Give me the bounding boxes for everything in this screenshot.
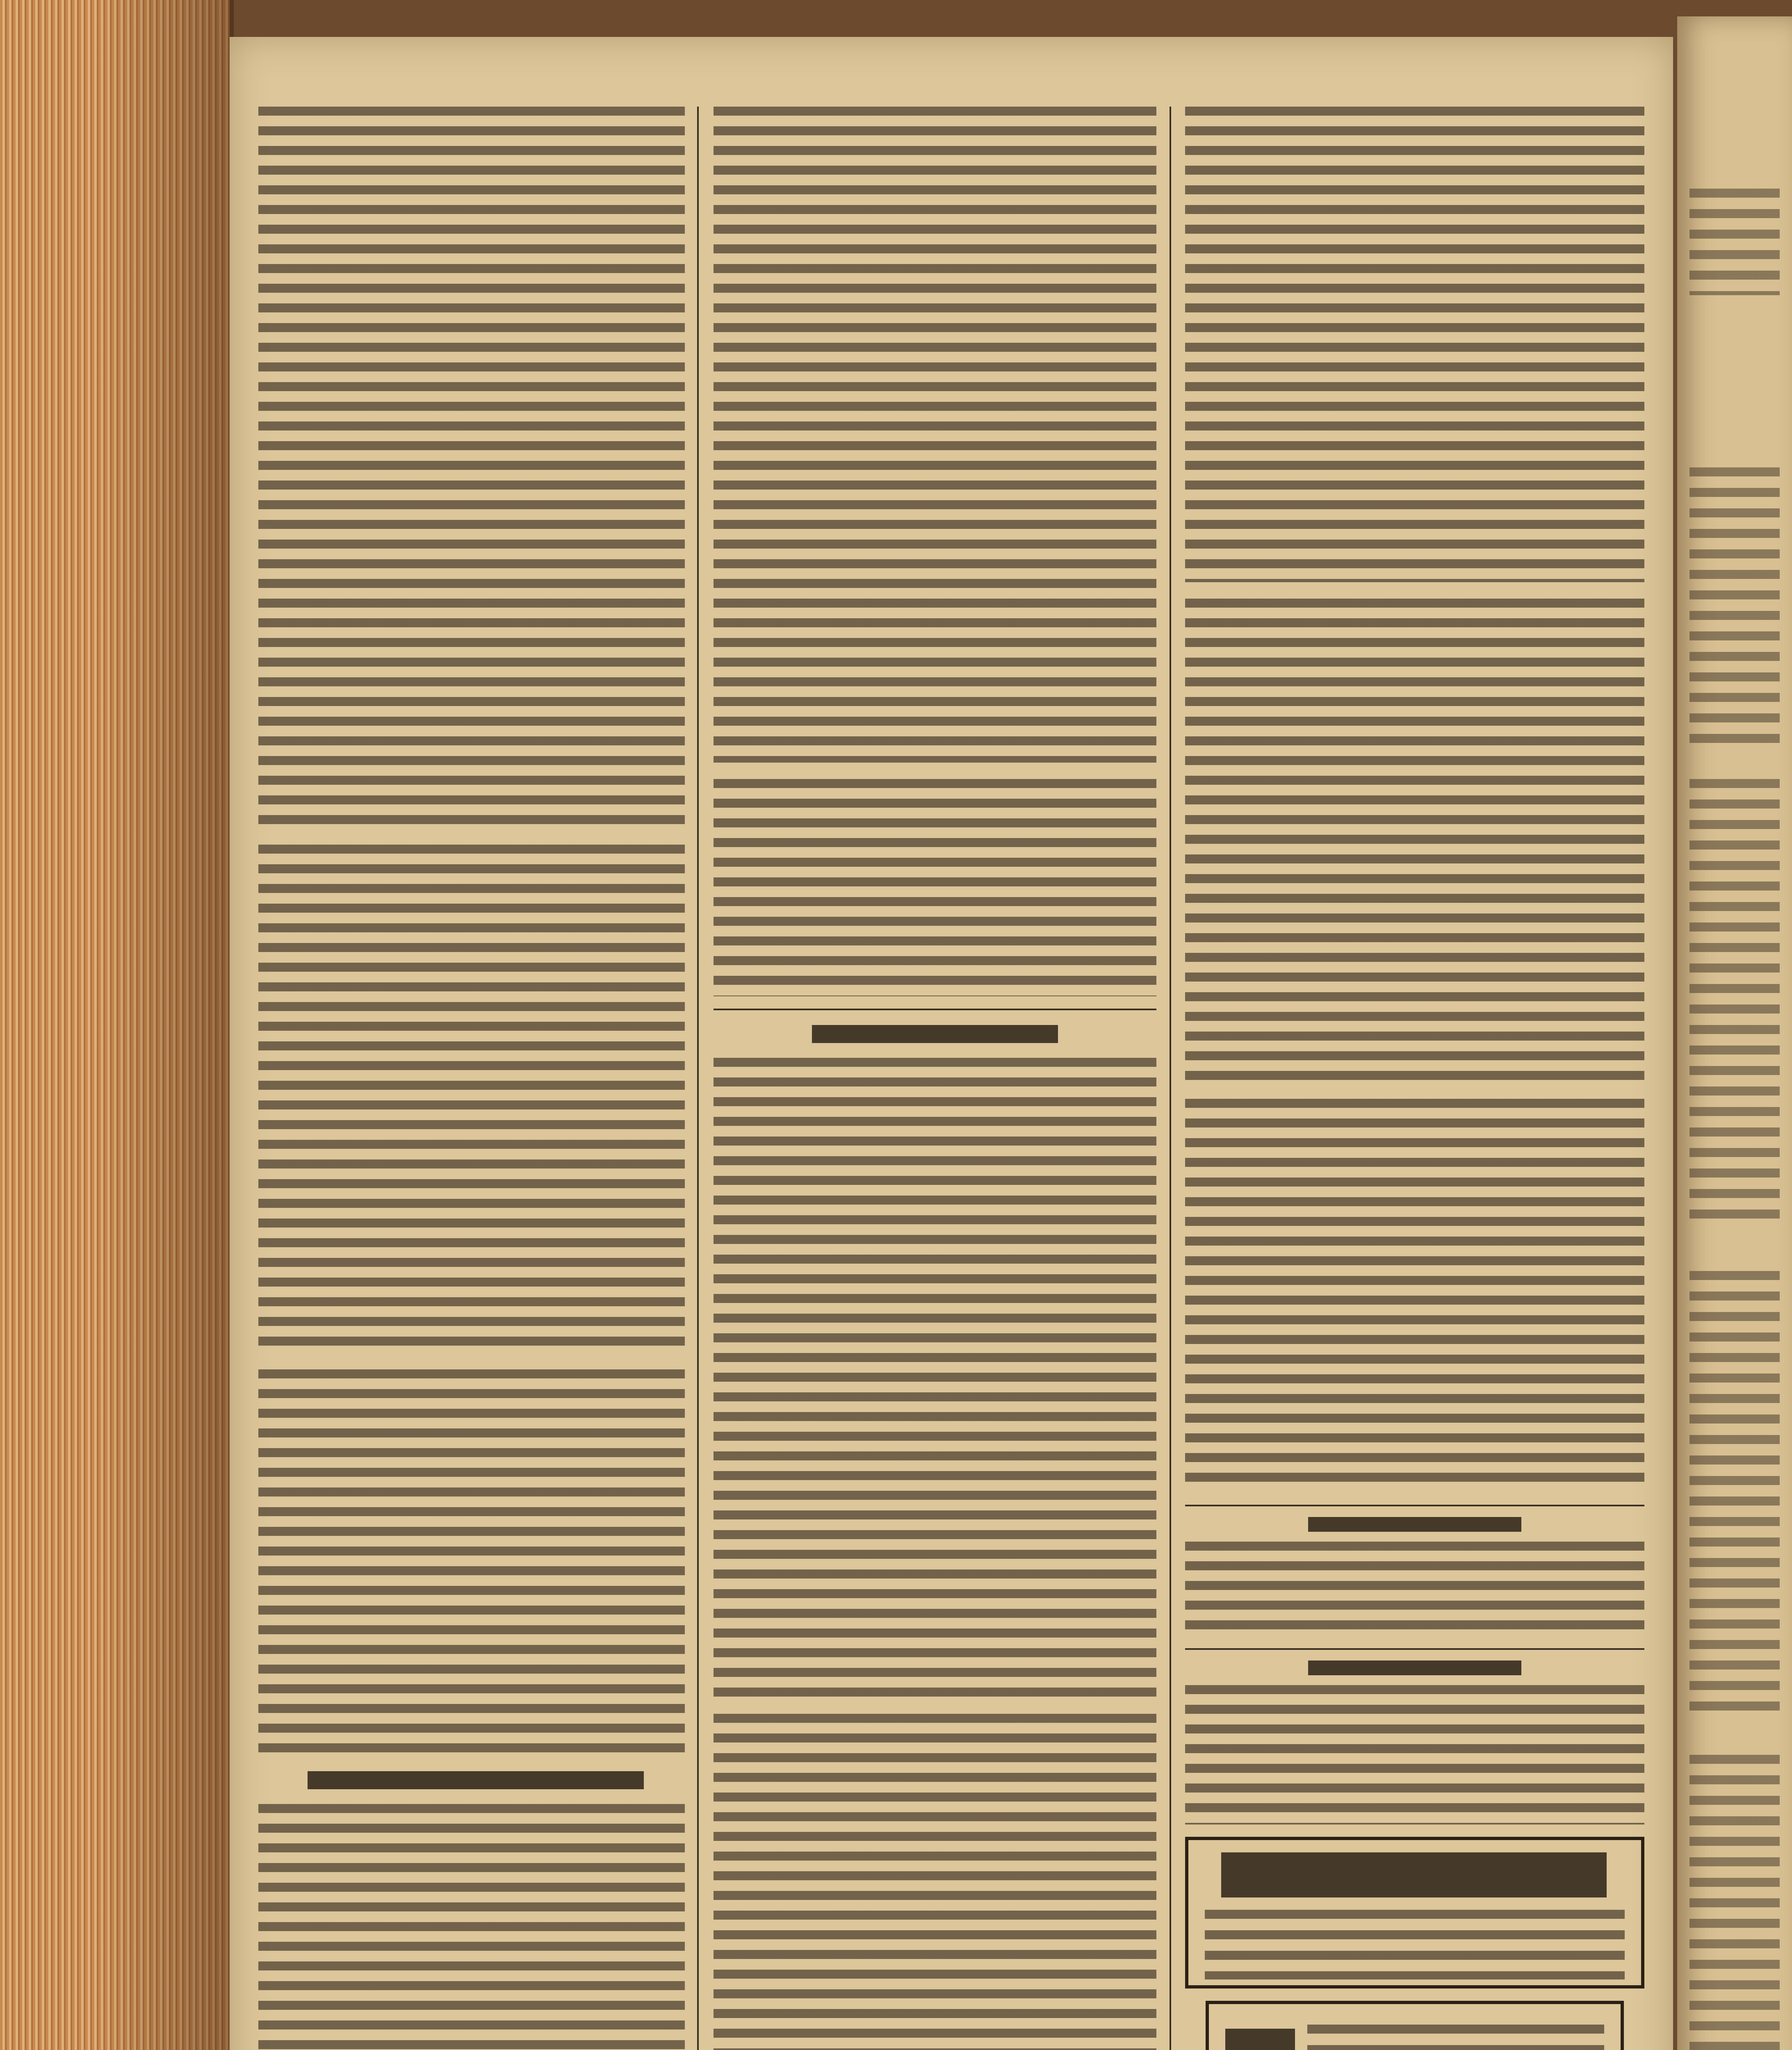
next-page-text	[1689, 189, 1780, 295]
advertisement-text	[1307, 2025, 1604, 2050]
text-block	[1185, 1542, 1644, 1636]
section-heading	[308, 1771, 644, 1789]
text-block	[714, 1058, 1156, 1697]
text-block	[714, 779, 1156, 996]
section-heading	[1308, 1660, 1521, 1675]
advertisement-banner	[1221, 1852, 1607, 1897]
text-block	[258, 107, 685, 828]
column-rule	[697, 107, 699, 2050]
column-1	[258, 107, 685, 2050]
next-page-text	[1689, 1271, 1780, 1722]
text-block	[258, 845, 685, 1353]
text-block	[258, 1804, 685, 2050]
newspaper-page	[230, 37, 1673, 2050]
text-block	[1185, 599, 1644, 1082]
text-block	[1185, 1685, 1644, 1824]
advertisement-initial	[1225, 2029, 1295, 2050]
text-block	[1185, 107, 1644, 582]
next-page-text	[1689, 1755, 1780, 2050]
advertisement	[1206, 2001, 1624, 2050]
column-3	[1185, 107, 1644, 2050]
text-block	[1185, 1099, 1644, 1488]
section-rule	[1185, 1648, 1644, 1650]
next-page-text	[1689, 467, 1780, 754]
section-rule	[714, 1009, 1156, 1010]
section-heading	[812, 1025, 1058, 1043]
text-block	[714, 1714, 1156, 2050]
advertisement-text	[1205, 1910, 1625, 1979]
text-block	[714, 107, 1156, 763]
spine-shadow	[94, 0, 234, 2050]
column-rule	[1170, 107, 1171, 2050]
advertisement	[1185, 1837, 1644, 1988]
column-2	[714, 107, 1156, 2050]
text-block	[258, 1369, 685, 1755]
section-rule	[1185, 1505, 1644, 1506]
section-heading	[1308, 1517, 1521, 1532]
next-page-edge	[1677, 16, 1792, 2050]
next-page-text	[1689, 779, 1780, 1230]
